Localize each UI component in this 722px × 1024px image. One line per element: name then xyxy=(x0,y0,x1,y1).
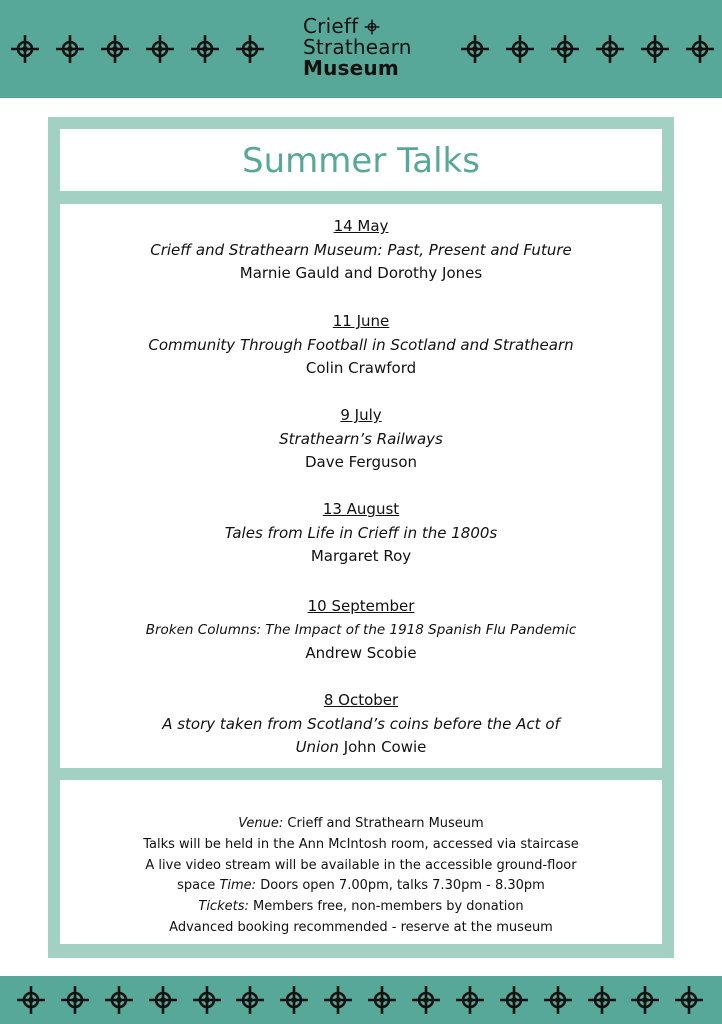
cross-icon xyxy=(235,985,265,1015)
talk-topic: Tales from Life in Crieff in the 1800s xyxy=(224,523,498,542)
cross-icon xyxy=(674,985,704,1015)
cross-icon xyxy=(640,34,670,64)
talk-topic: A story taken from Scotland’s coins before the Act of xyxy=(162,714,560,733)
talk-item xyxy=(60,215,662,286)
cross-icon xyxy=(411,985,441,1015)
talk-topic: Broken Columns: The Impact of the 1918 Spanish Flu Pandemic xyxy=(145,621,577,638)
title-panel xyxy=(60,129,662,191)
cross-icon xyxy=(148,985,178,1015)
talk-date: 14 May xyxy=(333,217,389,235)
talk-date: 10 September xyxy=(307,597,415,615)
talk-topic: Crieff and Strathearn Museum: Past, Present and Future xyxy=(150,240,572,259)
cross-icon xyxy=(587,985,617,1015)
talk-speaker: Colin Crawford xyxy=(305,359,417,377)
cross-icon xyxy=(323,985,353,1015)
cross-icon xyxy=(192,985,222,1015)
talk-speaker: Dave Ferguson xyxy=(304,453,418,471)
venue-value: Crieff and Strathearn Museum xyxy=(287,816,484,831)
talk-item xyxy=(60,310,662,381)
cross-icon xyxy=(145,34,175,64)
talk-topic: Community Through Football in Scotland and Strathearn xyxy=(148,335,574,354)
footer-band xyxy=(0,976,722,1024)
cross-icon xyxy=(505,34,535,64)
cross-icon xyxy=(455,985,485,1015)
logo-line-1: Crieff xyxy=(303,14,359,38)
cross-icon xyxy=(367,985,397,1015)
talk-speaker: Andrew Scobie xyxy=(305,644,417,662)
talk-date: 9 July xyxy=(340,406,382,424)
page-title: Summer Talks xyxy=(242,141,480,181)
left-cross-row xyxy=(10,34,265,64)
cross-icon xyxy=(279,985,309,1015)
stream-note-end: space xyxy=(177,878,216,894)
cross-icon xyxy=(460,34,490,64)
talk-speaker: Marnie Gauld and Dorothy Jones xyxy=(239,264,483,282)
tickets-label: Tickets: xyxy=(198,899,249,915)
cross-icon xyxy=(499,985,529,1015)
talk-speaker: Margaret Roy xyxy=(310,547,412,565)
cross-icon xyxy=(595,34,625,64)
header-band xyxy=(0,0,722,98)
time-value: Doors open 7.00pm, talks 7.30pm - 8.30pm xyxy=(260,878,545,894)
cross-icon xyxy=(10,34,40,64)
cross-icon xyxy=(190,34,220,64)
right-cross-row xyxy=(460,34,715,64)
talk-item xyxy=(60,498,662,569)
cross-icon xyxy=(685,34,715,64)
talk-item xyxy=(60,689,662,760)
venue-label: Venue: xyxy=(238,816,284,831)
cross-icon xyxy=(60,985,90,1015)
logo-line-3: Museum xyxy=(303,56,399,80)
cross-icon xyxy=(550,34,580,64)
cross-icon xyxy=(104,985,134,1015)
footer-cross-row xyxy=(16,985,704,1015)
talks-panel xyxy=(60,204,662,768)
talk-date: 11 June xyxy=(332,312,390,330)
time-label: Time: xyxy=(219,878,257,894)
talk-topic-continued: Union xyxy=(295,738,339,756)
logo-line-2: Strathearn xyxy=(303,35,412,59)
cross-icon xyxy=(543,985,573,1015)
info-panel xyxy=(60,780,662,944)
cross-icon xyxy=(16,985,46,1015)
talk-date: 13 August xyxy=(322,500,400,518)
talk-item xyxy=(60,595,662,666)
event-details xyxy=(60,814,662,939)
cross-icon xyxy=(55,34,85,64)
booking-note: Advanced booking recommended - reserve at the museum xyxy=(169,919,553,935)
talk-topic: Strathearn’s Railways xyxy=(279,429,443,448)
museum-logo xyxy=(303,16,443,79)
cross-icon xyxy=(364,19,380,35)
cross-icon xyxy=(630,985,660,1015)
talk-date: 8 October xyxy=(323,691,399,709)
cross-icon xyxy=(100,34,130,64)
room-note: Talks will be held in the Ann McIntosh room, accessed via staircase xyxy=(143,836,579,852)
talk-item xyxy=(60,404,662,475)
tickets-value: Members free, non-members by donation xyxy=(253,899,524,915)
cross-icon xyxy=(235,34,265,64)
stream-note: A live video stream will be available in the accessible ground-floor xyxy=(145,857,577,873)
talk-speaker: John Cowie xyxy=(343,738,427,756)
